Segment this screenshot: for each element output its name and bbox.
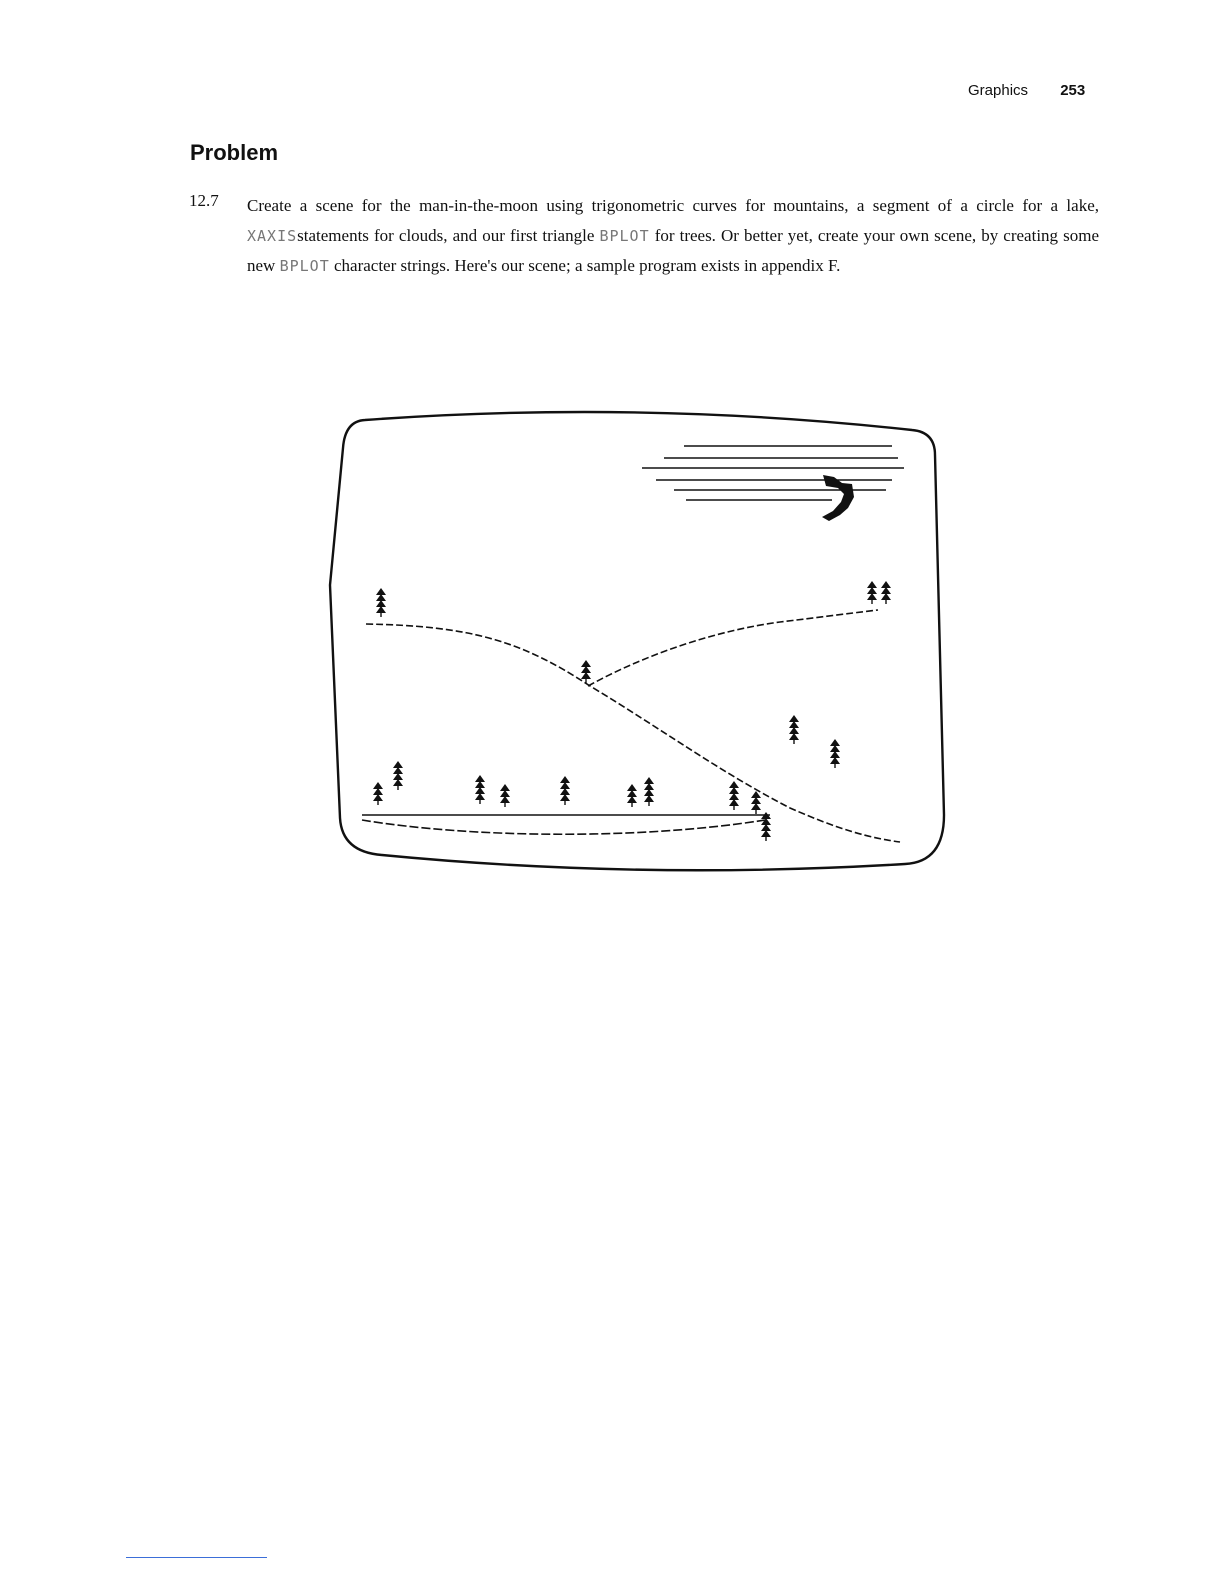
mountains <box>366 610 900 842</box>
tree <box>475 775 485 804</box>
tree <box>500 784 510 807</box>
man-in-the-moon <box>822 475 854 521</box>
tree <box>729 781 739 810</box>
tree <box>581 660 591 683</box>
tree <box>761 812 771 841</box>
section-title: Problem <box>190 140 279 165</box>
code-bplot-2: BPLOT <box>279 257 330 275</box>
problem-text-part-3: for trees. Or better yet, create your own scene, by creating some new <box>247 225 1100 275</box>
tree <box>751 791 761 814</box>
code-bplot-1: BPLOT <box>599 226 650 245</box>
problem-text-part-2: statements for clouds, and our first triangle <box>297 225 600 245</box>
page-number: 253 <box>1060 82 1086 99</box>
problem-text-part-4: character strings. Here's our scene; a sample program exists in appendix F. <box>329 256 841 275</box>
tree <box>393 761 403 790</box>
mountain-curve-right <box>588 610 878 686</box>
clouds <box>642 446 904 500</box>
tree <box>789 715 799 744</box>
tree <box>644 777 654 806</box>
tree <box>881 581 891 604</box>
tree <box>373 782 383 805</box>
mountain-curve-left <box>366 624 900 842</box>
tree <box>830 739 840 768</box>
lake <box>362 815 770 834</box>
tree <box>627 784 637 807</box>
underline-rule <box>126 1557 267 1558</box>
lake-curve <box>362 820 765 834</box>
trees <box>373 581 891 841</box>
problem-text-part-1: Create a scene for the man-in-the-moon using trigonometric curves for mountains, a segment of a circle for a lake, <box>247 196 1099 215</box>
tree <box>867 581 877 604</box>
code-xaxis: XAXIS <box>247 226 298 245</box>
tree <box>376 588 386 617</box>
problem-number: 12.7 <box>189 191 219 210</box>
tree <box>560 776 570 805</box>
running-head-section: Graphics <box>968 82 1029 99</box>
